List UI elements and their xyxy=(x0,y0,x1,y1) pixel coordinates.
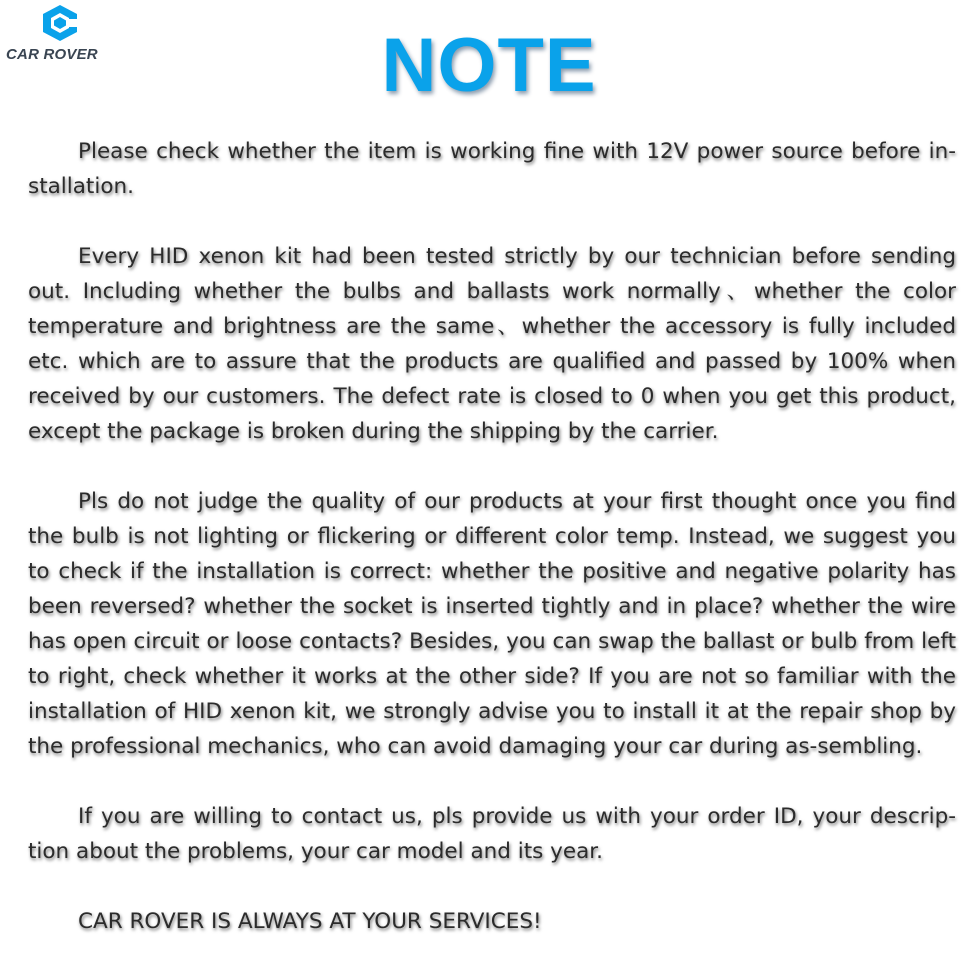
logo-text: CAR ROVER xyxy=(6,46,98,63)
paragraph-check-power: Please check whether the item is working fine with 12V power source before in-stallation. xyxy=(28,139,956,199)
note-body xyxy=(28,134,956,939)
paragraph-closing: CAR ROVER IS ALWAYS AT YOUR SERVICES! xyxy=(78,909,542,934)
page-title: NOTE xyxy=(381,23,597,108)
paragraph-contact: If you are willing to contact us, pls provide us with your order ID, your descrip-tion about the problems, your car model and its year. xyxy=(28,804,956,864)
paragraph-troubleshooting: Pls do not judge the quality of our products at your first thought once you find the bulb is not lighting or flickering or different color temp. Instead, we suggest you to check if the installation is correct: whether the positive and negative polarity has been reversed? whether the socket is inserted tightly and in place? whether the wire has open circuit or loose contacts? Besides, you can swap the ballast or bulb from left to right, check whether it works at the other side? If you are not so familiar with the installation of HID xenon kit, we strongly advise you to install it at the repair shop by the professional mechanics, who can avoid damaging your car during as-sembling. xyxy=(28,489,956,759)
paragraph-testing: Every HID xenon kit had been tested strictly by our technician before sending out. Including whether the bulbs and ballasts work normally、whether the color temperature and brightness are the same、whether the accessory is fully included etc. which are to assure that the products are qualified and passed by 100% when received by our customers. The defect rate is closed to 0 when you get this product, except the package is broken during the shipping by the carrier. xyxy=(28,244,956,444)
